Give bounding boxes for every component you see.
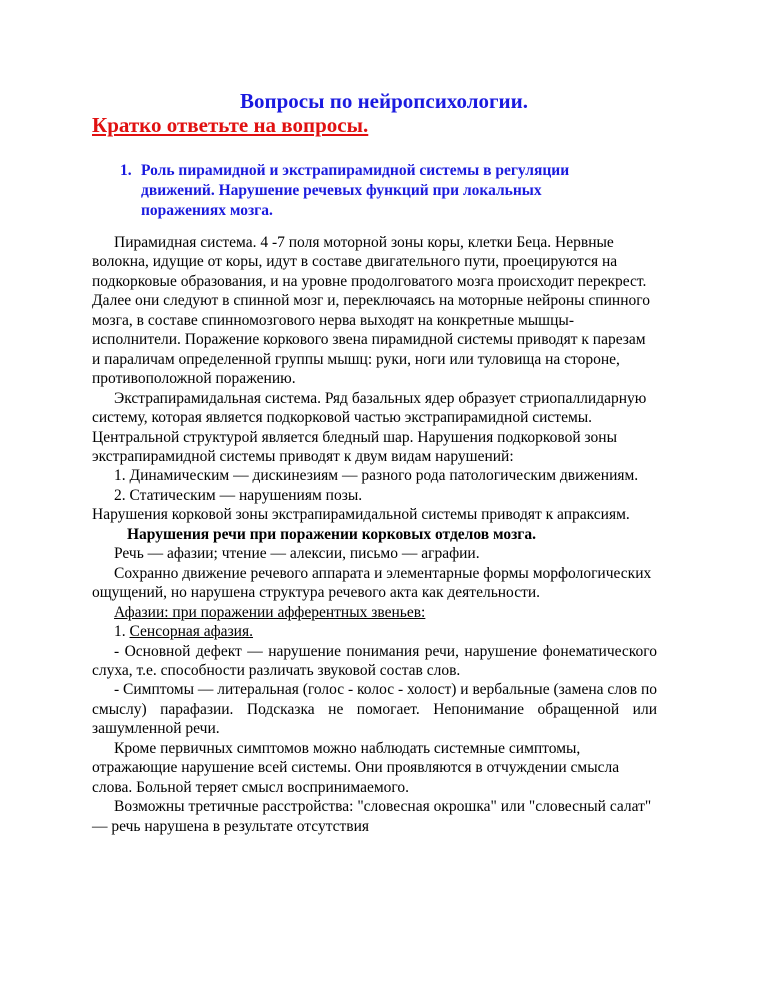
sensory-aphasia-number: 1. [114,623,130,641]
paragraph-tertiary: Возможны третичные расстройства: "словесная окрошка" или "словесный салат" — речь нарушена в результате отсутствия [92,798,652,835]
paragraph-extrapyramidal: Экстрапирамидальная система. Ряд базальных ядер образует стриопаллидарную систему, которая является подкорковой частью экстрапирамидной системы. Центральной структурой является бледный шар. Нарушения подкорковой зоны экстрапирамидной системы приводят к двум видам нарушений: [92,389,647,465]
paragraph-aphasia-types: Речь — афазии; чтение — алексии, письмо — аграфии. [114,545,480,563]
page-subtitle: Кратко ответьте на вопросы. [92,113,369,137]
paragraph-dynamic: 1. Динамическим — дискинезиям — разного рода патологическим движениям. [114,467,639,485]
question-text: Роль пирамидной и экстрапирамидной системы в регуляции движений. Нарушение речевых функций при локальных поражениях мозга. [141,162,570,219]
page-title: Вопросы по нейропсихологии. [239,89,528,113]
paragraph-pyramidal: Пирамидная система. 4 -7 поля моторной зоны коры, клетки Беца. Нервные волокна, идущие от коры, идут в составе двигательного пути, проецируются на подкорковые образования, и на уровне продолговатого мозга происходит перекрест. Далее они следуют в спинной мозг и, переключаясь на моторные нейроны спинного мозга, в составе спинномозгового нерва выходят на конкретные мышцы-исполнители. Поражение коркового звена пирамидной системы приводят к парезам и параличам определенной группы мышц: руки, ноги или туловища на стороне, противоположной поражению. [92,234,650,388]
speech-heading: Нарушения речи при поражении корковых отделов мозга. [127,525,536,543]
question-number: 1. [120,162,132,179]
paragraph-apraxia: Нарушения корковой зоны экстрапирамидальной системы приводят к апраксиям. [92,506,630,524]
sensory-aphasia-label: Сенсорная афазия. [129,623,253,641]
paragraph-symptoms: - Симптомы — литеральная (голос - колос - холост) и вербальные (замена слов по смыслу) парафазии. Подсказка не помогает. Непонимание обращенной или зашумленной речи. [92,681,657,738]
paragraph-speech-structure: Сохранно движение речевого аппарата и элементарные формы морфологических ощущений, но нарушена структура речевого акта как деятельности. [92,564,652,602]
paragraph-main-defect: - Основной дефект — нарушение понимания речи, нарушение фонематического слуха, т.е. способности различать звуковой состав слов. [92,642,657,679]
aphasia-heading-text: Афазии: при поражении афферентных звеньев: [114,603,426,621]
answer-body [92,233,657,836]
paragraph-system-symptoms: Кроме первичных симптомов можно наблюдать системные симптомы, отражающие нарушение всей системы. Они проявляются в отчуждении смысла слова. Больной теряет смысл воспринимаемого. [92,739,620,796]
aphasia-heading [92,603,657,622]
sensory-aphasia-item [92,622,657,641]
question-item [120,161,590,221]
paragraph-static: 2. Статическим — нарушениям позы. [114,486,363,504]
